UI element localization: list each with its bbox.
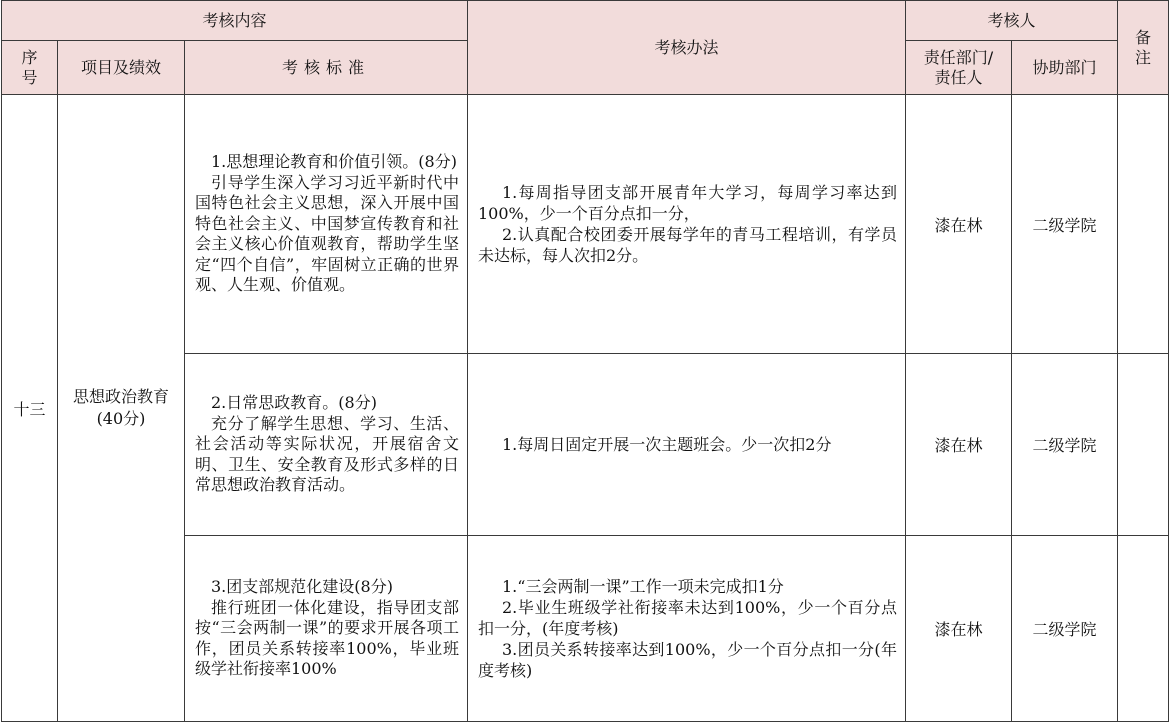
category-seq: 十三 (2, 95, 58, 722)
criteria-title: 2.日常思政教育。(8分) (211, 393, 377, 413)
method-line: 3.团员关系转接率达到100%，少一个百分点扣一分(年度考核) (478, 640, 897, 680)
header-method: 考核办法 (468, 1, 906, 95)
header-responsible: 责任部门/责任人 (906, 41, 1012, 95)
table-row (2, 95, 1169, 354)
assessment-table (1, 0, 1169, 722)
responsible-cell: 漆在林 (906, 95, 1012, 354)
assist-cell: 二级学院 (1012, 95, 1118, 354)
header-content-group: 考核内容 (2, 1, 468, 41)
header-remarks: 备注 (1118, 1, 1169, 95)
criteria-body: 充分了解学生思想、学习、生活、社会活动等实际状况，开展宿舍文明、卫生、安全教育及形式多样的日常思想政治教育活动。 (195, 413, 459, 495)
method-line: 2.认真配合校团委开展每学年的青马工程培训，有学员未达标，每人次扣2分。 (478, 225, 897, 265)
remarks-cell (1118, 95, 1169, 354)
method-cell (468, 95, 906, 354)
method-cell (468, 536, 906, 722)
criteria-cell (185, 354, 468, 536)
criteria-body: 引导学生深入学习习近平新时代中国特色社会主义思想，深入开展中国特色社会主义、中国梦宣传教育和社会主义核心价值观教育，帮助学生坚定“四个自信”，牢固树立正确的世界观、人生观、价值观。 (195, 172, 459, 295)
assist-cell: 二级学院 (1012, 354, 1118, 536)
category-cell (58, 95, 185, 722)
method-line: 2.毕业生班级学社衔接率未达到100%，少一个百分点扣一分，(年度考核) (478, 598, 897, 638)
category-score: (40分) (96, 409, 146, 428)
criteria-cell (185, 536, 468, 722)
remarks-cell (1118, 354, 1169, 536)
responsible-cell: 漆在林 (906, 354, 1012, 536)
method-line: 1.每周日固定开展一次主题班会。少一次扣2分 (502, 435, 832, 454)
header-assessor-group: 考核人 (906, 1, 1118, 41)
responsible-cell: 漆在林 (906, 536, 1012, 722)
header-seq: 序号 (2, 41, 58, 95)
criteria-title: 3.团支部规范化建设(8分) (211, 577, 393, 597)
criteria-title: 1.思想理论教育和价值引领。(8分) (211, 152, 457, 172)
remarks-cell (1118, 536, 1169, 722)
method-cell (468, 354, 906, 536)
header-assist: 协助部门 (1012, 41, 1118, 95)
header-item: 项目及绩效 (58, 41, 185, 95)
method-line: 1.每周指导团支部开展青年大学习，每周学习率达到100%，少一个百分点扣一分， (478, 183, 897, 223)
method-line: 1.“三会两制一课”工作一项未完成扣1分 (502, 577, 784, 596)
header-criteria: 考核标准 (185, 41, 468, 95)
category-name: 思想政治教育 (72, 387, 169, 406)
criteria-body: 推行班团一体化建设，指导团支部按“三会两制一课”的要求开展各项工作，团员关系转接率100%，毕业班级学社衔接率100% (195, 597, 459, 679)
criteria-cell (185, 95, 468, 354)
assist-cell: 二级学院 (1012, 536, 1118, 722)
